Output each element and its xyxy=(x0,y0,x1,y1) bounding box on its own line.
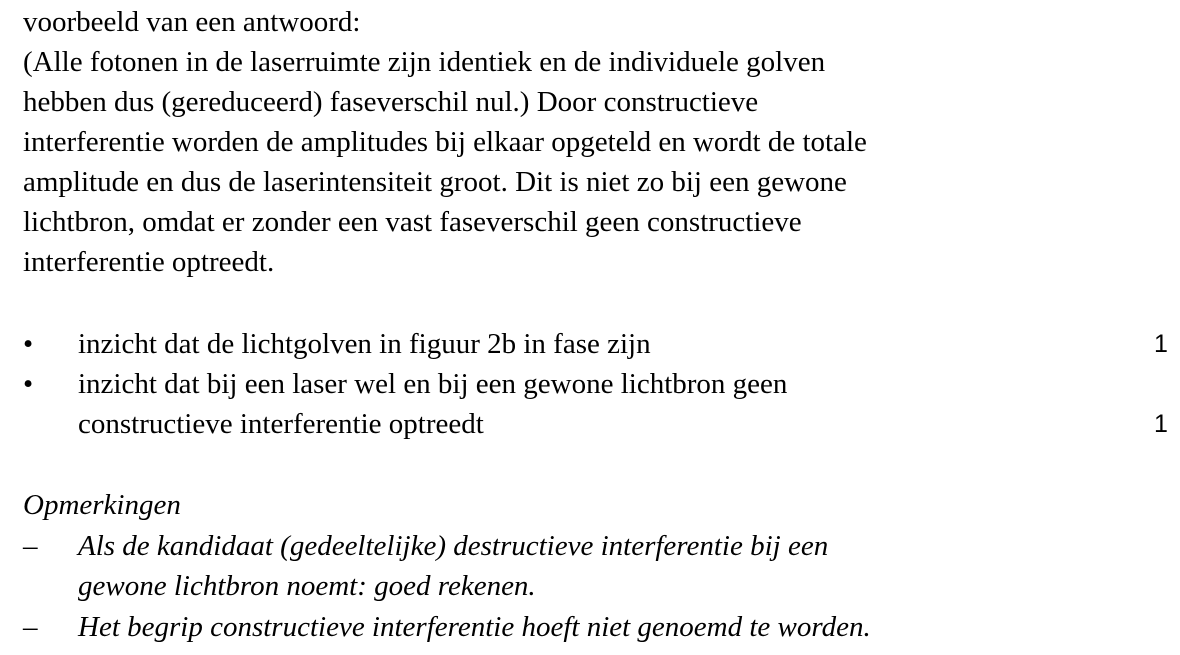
answer-line: interferentie worden de amplitudes bij elkaar opgeteld en wordt de totale xyxy=(23,126,867,158)
bullet-marker: • xyxy=(23,368,34,400)
intro-label: voorbeeld van een antwoord: xyxy=(23,6,361,38)
answer-line: lichtbron, omdat er zonder een vast faseverschil geen constructieve xyxy=(23,206,802,238)
answer-line: (Alle fotonen in de laserruimte zijn identiek en de individuele golven xyxy=(23,46,826,78)
criterion-score: 1 xyxy=(1154,410,1168,438)
criterion-text: inzicht dat de lichtgolven in figuur 2b in fase zijn xyxy=(78,328,651,360)
answer-line: hebben dus (gereduceerd) faseverschil nul.) Door constructieve xyxy=(23,86,759,118)
remarks-heading: Opmerkingen xyxy=(23,489,181,521)
remark-text: gewone lichtbron noemt: goed rekenen. xyxy=(78,570,536,602)
criterion-text: constructieve interferentie optreedt xyxy=(78,408,484,440)
bullet-marker: • xyxy=(23,328,34,360)
criterion-score: 1 xyxy=(1154,330,1168,358)
criterion-text: inzicht dat bij een laser wel en bij een gewone lichtbron geen xyxy=(78,368,788,400)
remark-text: Het begrip constructieve interferentie hoeft niet genoemd te worden. xyxy=(78,611,871,643)
dash-marker: – xyxy=(23,611,38,643)
answer-line: interferentie optreedt. xyxy=(23,246,275,278)
answer-line: amplitude en dus de laserintensiteit groot. Dit is niet zo bij een gewone xyxy=(23,166,847,198)
remark-text: Als de kandidaat (gedeeltelijke) destructieve interferentie bij een xyxy=(78,530,829,562)
dash-marker: – xyxy=(23,530,38,562)
